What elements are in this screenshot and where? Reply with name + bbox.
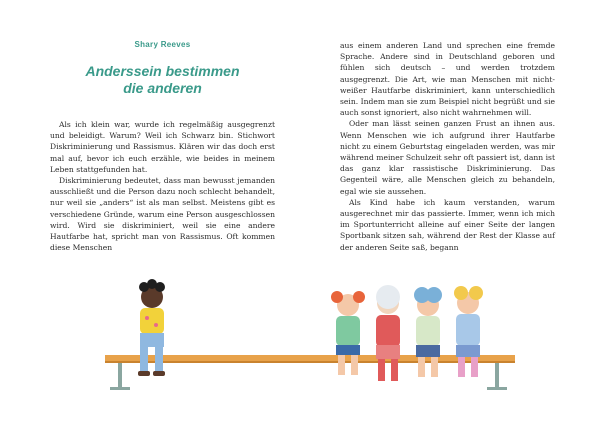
paragraph: aus einem anderen Land und sprechen eine fremde Sprache. Andere sind in Deutschland geboren und fühlen sich deutsch – und werden trotzdem ausgegrenzt. Die Art, wie man Menschen mit nicht-weißer Hautfarbe diskriminiert, kann unterschiedlich sein. Indem man sie zum Beispiel nicht begrüßt und sie auch sonst ignoriert, also nicht wahrnehmen will. (340, 41, 555, 118)
paragraph: Als ich klein war, wurde ich regelmäßig ausgegrenzt und beleidigt. Warum? Weil ich Schwarz bin. Stichwort Diskriminierung und Rassismus. Klären wir das doch erst mal auf, bevor ich euch erzähle, wie beides in meinem Leben stattgefunden hat. (50, 120, 275, 174)
gym-bench (105, 355, 515, 390)
author-name: Shary Reeves (134, 40, 191, 49)
left-page (50, 40, 275, 253)
right-page (340, 40, 555, 253)
girl-blue-hair (414, 287, 442, 377)
bench-illustration (100, 275, 520, 400)
paragraph: Oder man lässt seinen ganzen Frust an ihnen aus. Wenn Menschen wie ich aufgrund ihrer Hautfarbe nicht zu einem Geburtstag eingeladen werden, was mir während meiner Schulzeit sehr oft passiert ist, dann ist das ganz klar rassistische Diskriminierung. Das Gegenteil wäre, alle Menschen gleich zu behandeln, egal wie sie aussehen. (340, 119, 555, 196)
chapter-title-line-2: die anderen (123, 80, 202, 96)
girl-white-hair (376, 285, 400, 381)
girl-blonde-hair (454, 286, 483, 377)
paragraph: Diskriminierung bedeutet, dass man bewusst jemanden ausschließt und die Person dazu noch schlecht behandelt, nur weil sie „anders“ ist als man selbst. Meistens gibt es verschiedene Gründe, warum eine Person ausgeschlossen wird. Wird sie diskriminiert, weil sie eine andere Hautfarbe hat, spricht man von Rassismus. Oft kommen diese Menschen (50, 176, 275, 253)
chapter-title (50, 63, 275, 97)
chapter-title-line-1: Anderssein bestimmen (85, 63, 240, 79)
paragraph: Als Kind habe ich kaum verstanden, warum ausgerechnet mir das passierte. Immer, wenn ich mich im Sportunterricht alleine auf einer Seite der langen Sportbank sitzen sah, während der Rest der Klasse auf der anderen Seite saß, begann (340, 197, 555, 252)
